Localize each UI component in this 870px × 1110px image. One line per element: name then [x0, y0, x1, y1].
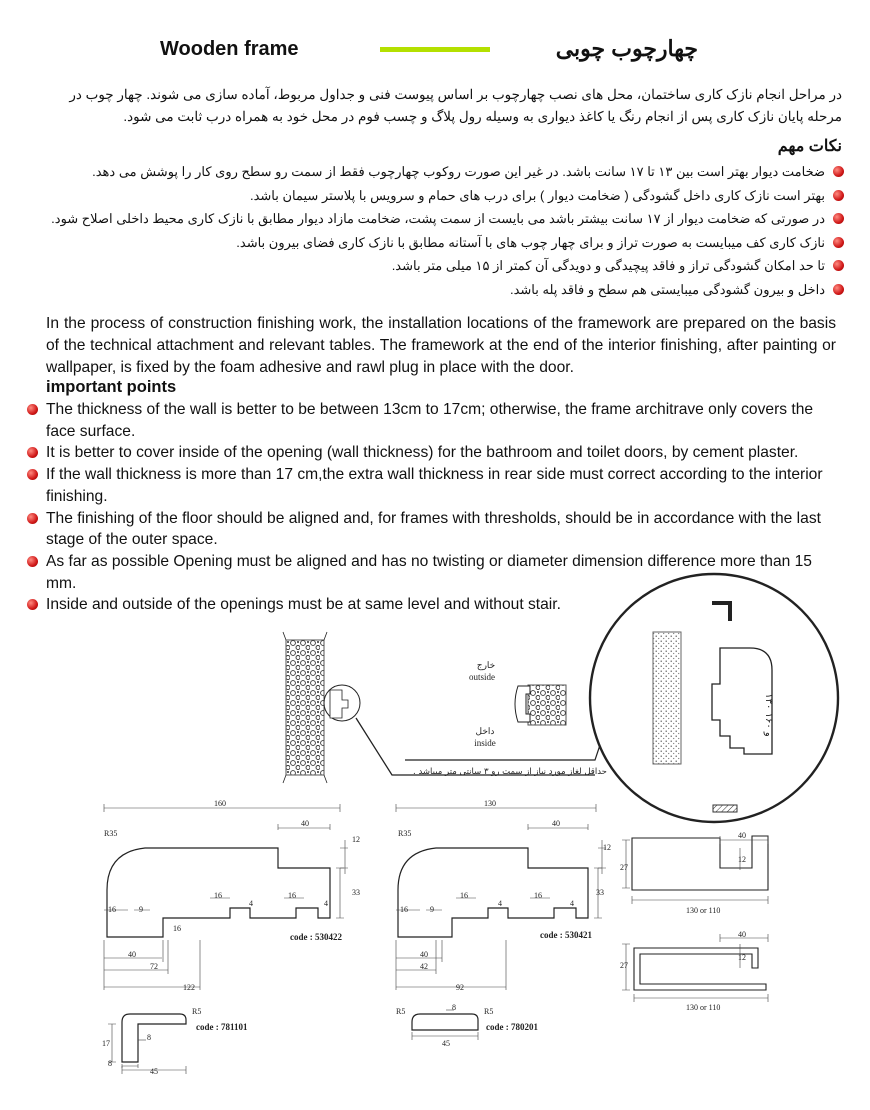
dim-b-b3: 92 — [456, 983, 464, 992]
inside-label: inside — [474, 738, 496, 748]
list-item: Inside and outside of the openings must be at same level and without stair. — [27, 594, 832, 616]
dim-a-s2: 9 — [139, 905, 143, 914]
dim-c-a: 8 — [147, 1033, 151, 1042]
english-heading: important points — [46, 378, 177, 396]
frame-2-b: 12 — [738, 953, 746, 962]
persian-intro: در مراحل انجام نازک کاری ساختمان، محل های نصب چهارچوب بر اساس پیوست فنی و جداول مربوط، آماده سازی می شوند. چهار چوب در مرحله پایان نازک کاری پس از انجام رنگ یا کاغذ دیواری به وسیله رول پلاگ و چسب فوم در محل خود به همراه درب ثابت می شود. — [69, 87, 842, 124]
dim-b-r: R35 — [398, 829, 412, 838]
min-clearance-note: حداقل لغاز مورد نیاز از سمت رو ۳ سانتی متر میباشد . — [413, 767, 607, 777]
dim-b-s5: 16 — [534, 891, 542, 900]
dim-a-b3: 122 — [183, 983, 195, 992]
dim-d-a: 8 — [452, 1003, 456, 1012]
dim-d-r2: R5 — [484, 1007, 494, 1016]
dim-a-b2: 72 — [150, 962, 158, 971]
list-item: If the wall thickness is more than 17 cm,the extra wall thickness in rear side must correct according to the interior finishing. — [27, 464, 832, 507]
code-530422: code : 530422 — [290, 932, 342, 942]
frame-drawing-1 — [632, 836, 768, 890]
dim-b-top: 40 — [552, 819, 560, 828]
profile-530421 — [398, 848, 588, 937]
dim-a-w: 160 — [214, 799, 226, 808]
list-item: As far as possible Opening must be aligned and has no twisting or diameter dimension difference more than 15 mm. — [27, 551, 832, 594]
dim-a-s6: 16 — [288, 891, 296, 900]
profile-530422-dims — [104, 804, 348, 990]
code-781101: code : 781101 — [196, 1022, 248, 1032]
outside-label: outside — [469, 672, 495, 682]
dim-d-e: 45 — [442, 1039, 450, 1048]
dim-a-s7: 4 — [324, 899, 328, 908]
frame-1-b: 12 — [738, 855, 746, 864]
frame-1-d: 130 or 110 — [686, 906, 721, 915]
dim-c-r: R5 — [192, 1007, 202, 1016]
dim-b-c: 12 — [603, 843, 611, 852]
dim-a-b1: 40 — [128, 950, 136, 959]
list-item: ضخامت دیوار بهتر است بین ۱۳ تا ۱۷ سانت باشد. در غیر این صورت روکوب چهارچوب فقط از سمت رو سطح روی کار را پوشش می دهد. — [44, 160, 844, 184]
dim-c-c: 8 — [108, 1059, 112, 1068]
dim-a-h: 33 — [352, 888, 360, 897]
dim-b-s6: 4 — [570, 899, 574, 908]
title-en: Wooden frame — [160, 38, 299, 60]
profile-781101 — [122, 1014, 186, 1062]
frame-drawing-2 — [634, 948, 766, 990]
code-530421: code : 530421 — [540, 930, 592, 940]
dim-b-s1: 16 — [400, 905, 408, 914]
dim-b-s4: 4 — [498, 899, 502, 908]
dim-a-s1: 16 — [108, 905, 116, 914]
dim-b-b1: 40 — [420, 950, 428, 959]
list-item: تا حد امکان گشودگی تراز و فاقد پیچیدگی و دویدگی آن کمتر از ۱۵ میلی متر باشد. — [44, 254, 844, 278]
detail-dimension: ۱۳۰ و ۱۶۰ — [763, 693, 774, 737]
list-item: نازک کاری کف میبایست به صورت تراز و برای چهار چوب های با آستانه مطابق با نازک کاری فضای بیرون باشد. — [44, 231, 844, 255]
frame-2-d: 130 or 110 — [686, 1003, 721, 1012]
dim-b-b2: 42 — [420, 962, 428, 971]
dim-b-h: 33 — [596, 888, 604, 897]
dim-d-r1: R5 — [396, 1007, 406, 1016]
frame-2-a: 40 — [738, 930, 746, 939]
dim-a-s5: 4 — [249, 899, 253, 908]
dim-b-s2: 9 — [430, 905, 434, 914]
dim-a-c: 12 — [352, 835, 360, 844]
dim-a-s3: 16 — [173, 924, 181, 933]
dim-a-r: R35 — [104, 829, 118, 838]
profile-781101-dims — [108, 1024, 186, 1074]
list-item: The thickness of the wall is better to be between 13cm to 17cm; otherwise, the frame architrave only covers the face surface. — [27, 399, 832, 442]
frame-drawing-2-dims — [622, 934, 768, 1002]
list-item: The finishing of the floor should be aligned and, for frames with thresholds, should be in accordance with the last stage of the outer space. — [27, 508, 832, 551]
list-item: داخل و بیرون گشودگی میبایستی هم سطح و فاقد پله باشد. — [44, 278, 844, 302]
title-fa: چهارچوب چوبی — [555, 36, 698, 61]
dim-c-b: 17 — [102, 1039, 110, 1048]
dim-a-top: 40 — [301, 819, 309, 828]
dim-b-s3: 16 — [460, 891, 468, 900]
frame-1-a: 40 — [738, 831, 746, 840]
english-intro: In the process of construction finishing work, the installation locations of the framework are prepared on the basis of the technical attachment and relevant tables. The framework at the end of the interior finishing, after painting or wallpaper, is fixed by the foam adhesive and rawl plug in place with the door. — [46, 315, 836, 376]
list-item: It is better to cover inside of the opening (wall thickness) for the bathroom and toilet doors, by cement plaster. — [27, 442, 832, 464]
list-item: بهتر است نازک کاری داخل گشودگی ( ضخامت دیوار ) برای درب های حمام و سرویس با پلاستر سیمان باشد. — [44, 184, 844, 208]
dim-b-w: 130 — [484, 799, 496, 808]
list-item: در صورتی که ضخامت دیوار از ۱۷ سانت بیشتر باشد می بایست از سمت پشت، ضخامت مازاد دیوار مطابق با نازک کاری محیط داخلی اصلاح شود. — [44, 207, 844, 231]
frame-1-c: 27 — [620, 863, 628, 872]
persian-heading: نکات مهم — [777, 138, 842, 155]
frame-section-small — [515, 685, 566, 725]
inside-fa-label: داخل — [475, 726, 495, 736]
detail-circle — [590, 574, 838, 822]
dim-a-s4: 16 — [214, 891, 222, 900]
outside-fa-label: خارج — [476, 660, 496, 670]
profile-780201 — [412, 1014, 478, 1030]
frame-2-c: 27 — [620, 961, 628, 970]
dim-c-e: 45 — [150, 1067, 158, 1076]
code-780201: code : 780201 — [486, 1022, 538, 1032]
frame-drawing-1-dims — [622, 836, 768, 904]
